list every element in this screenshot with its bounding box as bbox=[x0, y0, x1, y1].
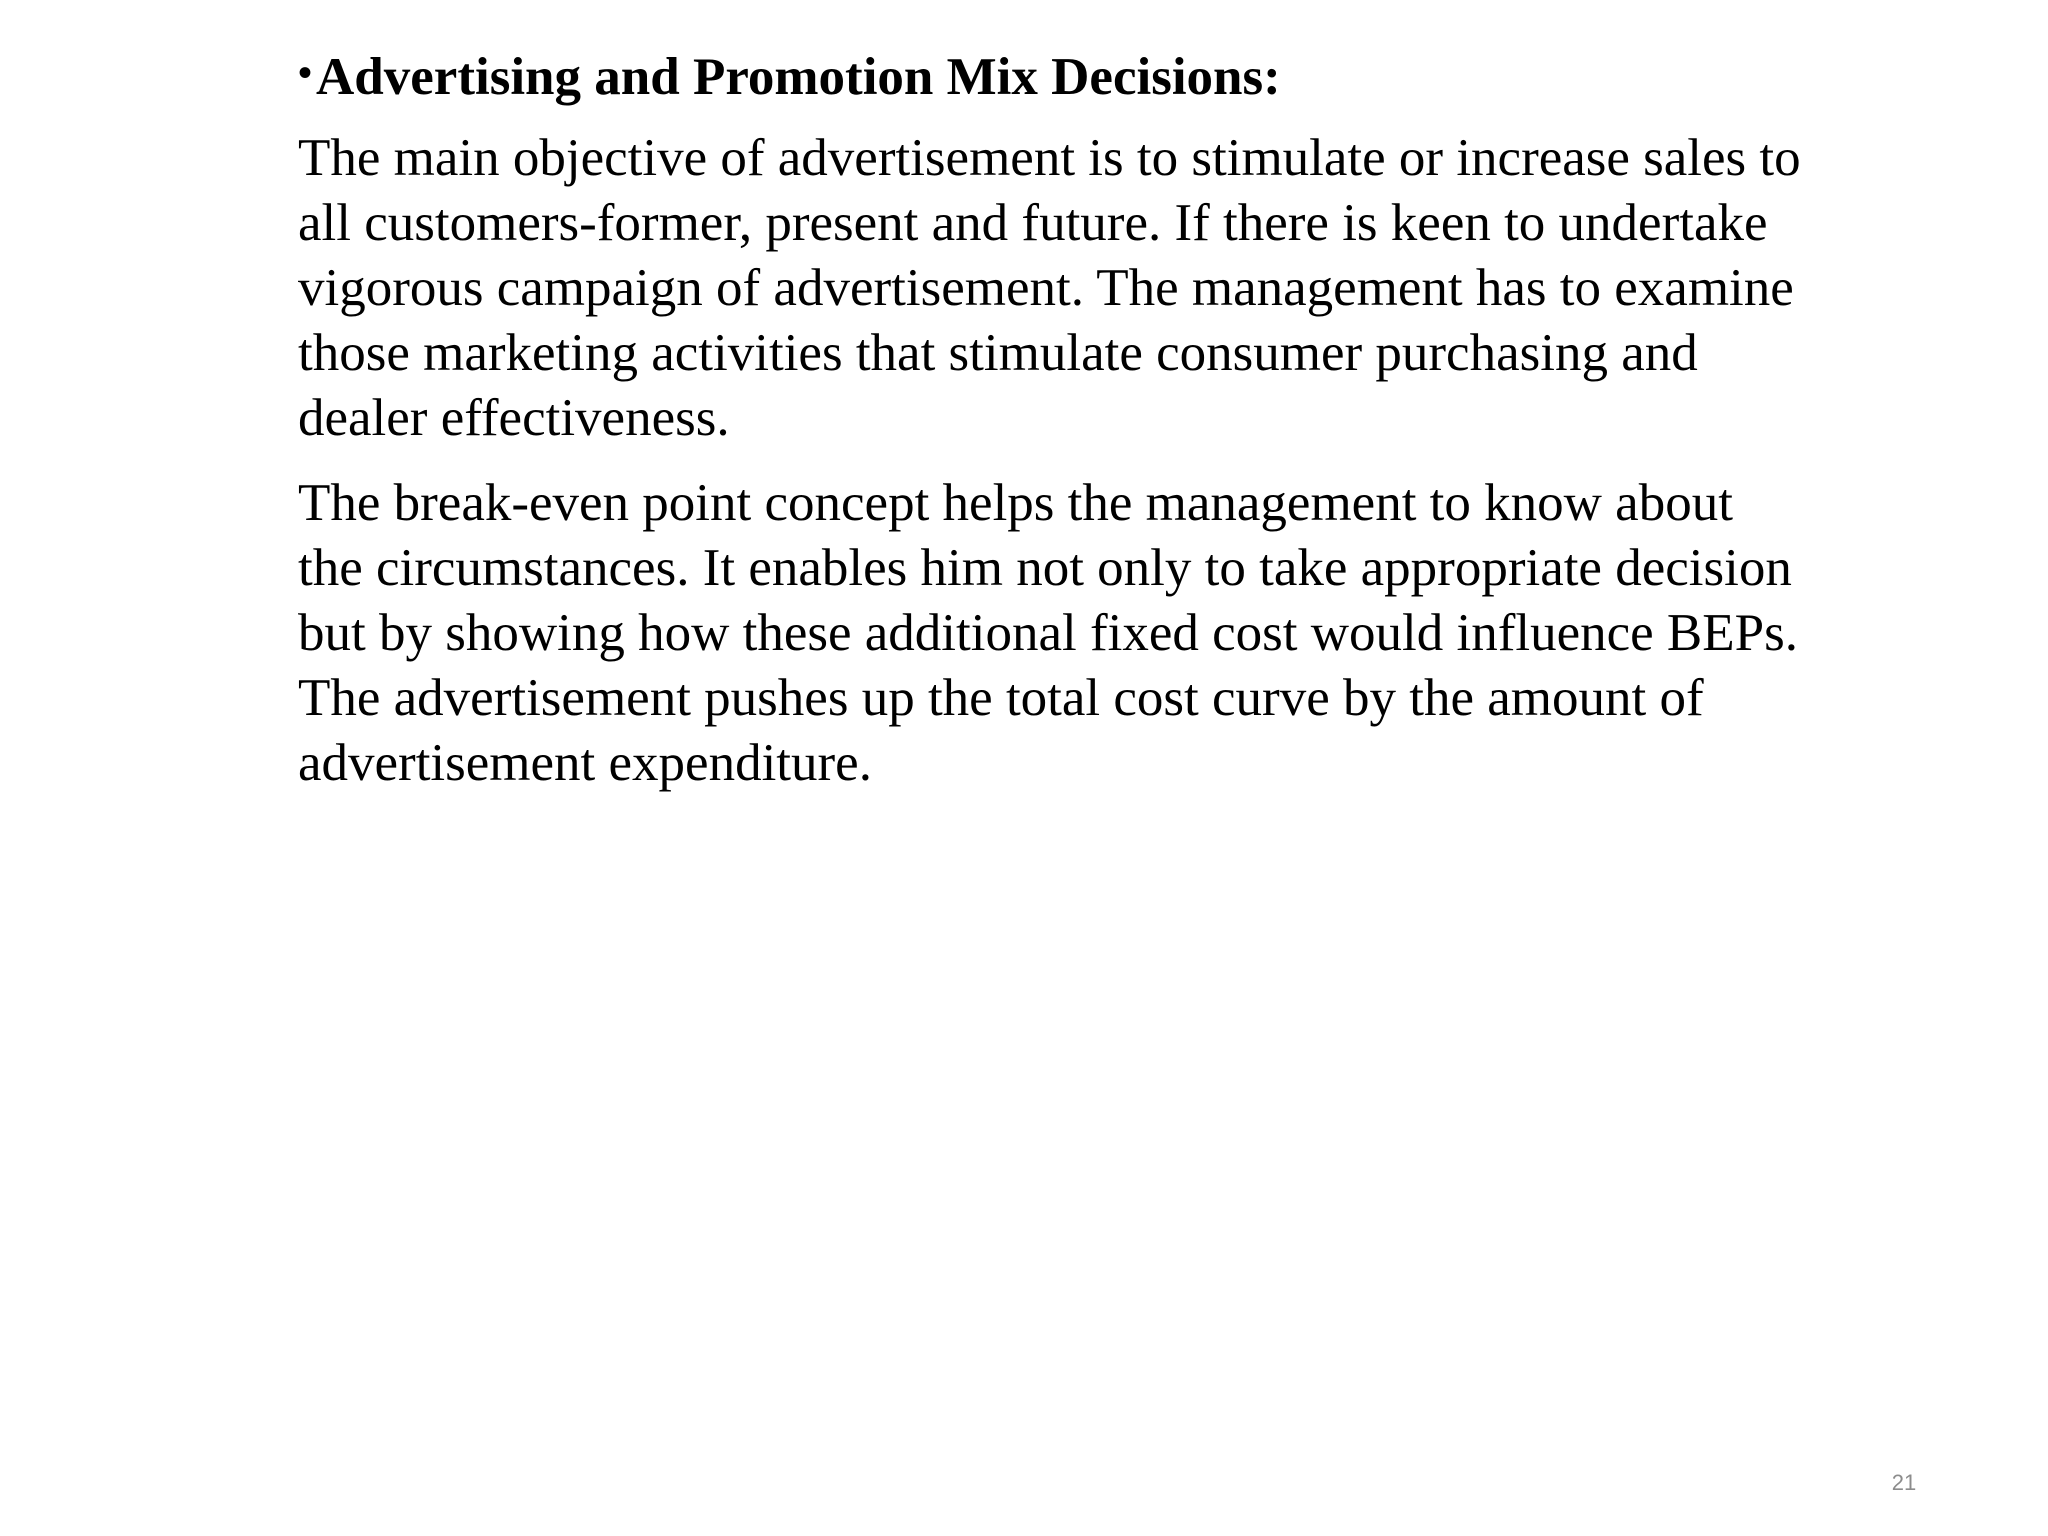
paragraph-line: The break-even point concept helps the management to know about bbox=[298, 474, 1733, 532]
paragraph-break-even bbox=[298, 471, 2038, 796]
slide-content bbox=[298, 44, 2038, 816]
slide-heading bbox=[298, 44, 2038, 114]
bullet-icon: • bbox=[298, 50, 313, 95]
paragraph-line: dealer effectiveness. bbox=[298, 389, 730, 447]
paragraph-line: The advertisement pushes up the total cost curve by the amount of bbox=[298, 669, 1704, 727]
paragraph-line: the circumstances. It enables him not only to take appropriate decision bbox=[298, 539, 1792, 597]
paragraph-line: all customers-former, present and future. If there is keen to undertake bbox=[298, 194, 1768, 252]
paragraph-line: those marketing activities that stimulate consumer purchasing and bbox=[298, 324, 1698, 382]
heading-text: Advertising and Promotion Mix Decisions: bbox=[316, 48, 1281, 106]
paragraph-line: The main objective of advertisement is to stimulate or increase sales to bbox=[298, 129, 1801, 187]
paragraph-line: advertisement expenditure. bbox=[298, 734, 872, 792]
page-number: 21 bbox=[1891, 1470, 1917, 1495]
paragraph-line: but by showing how these additional fixed cost would influence BEPs. bbox=[298, 604, 1798, 662]
paragraph-line: vigorous campaign of advertisement. The management has to examine bbox=[298, 259, 1794, 317]
paragraph-objective bbox=[298, 126, 2038, 451]
